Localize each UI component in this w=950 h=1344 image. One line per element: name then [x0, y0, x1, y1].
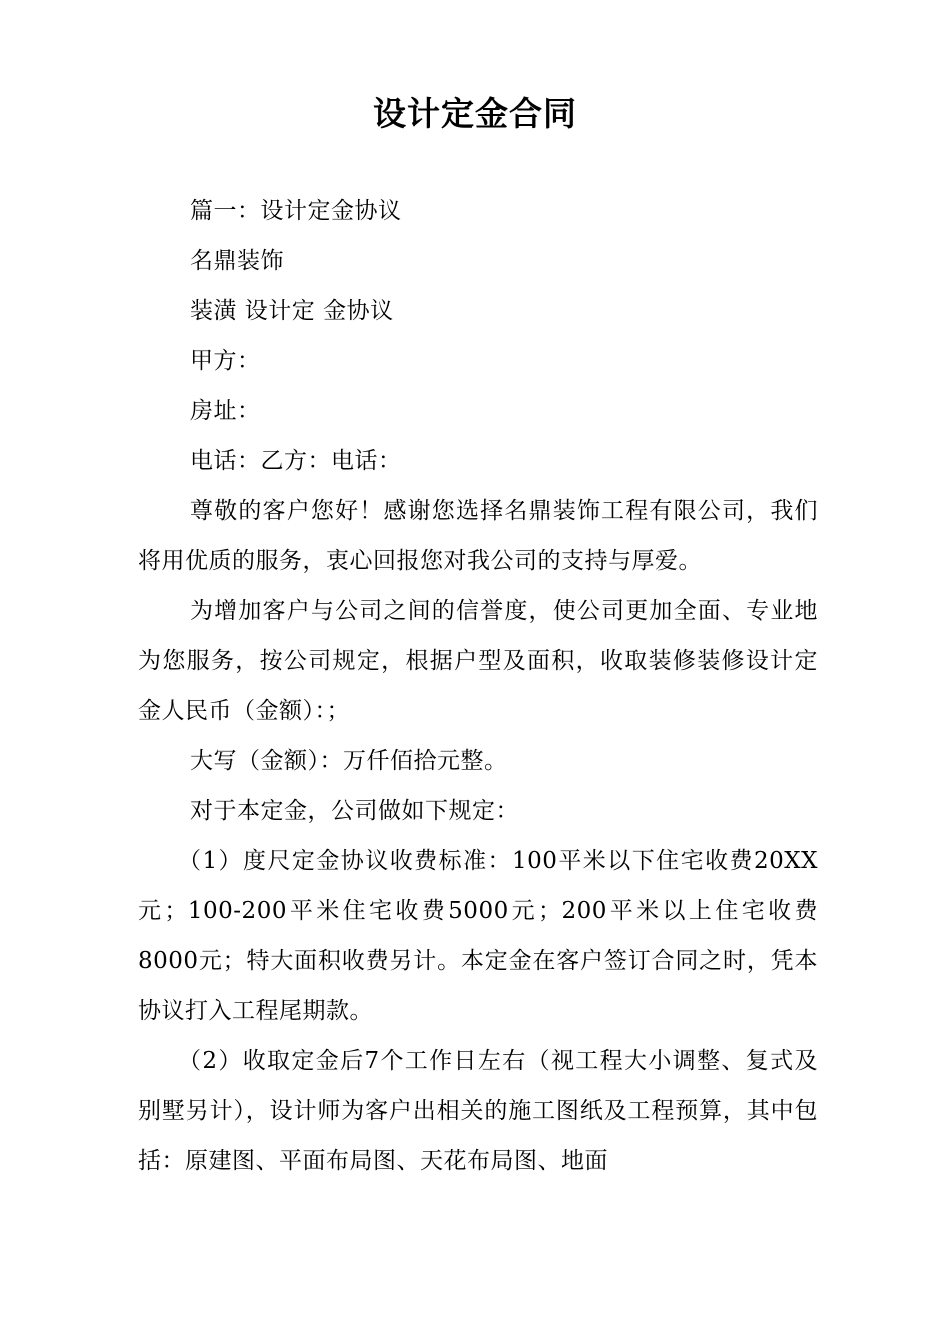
paragraph-section-heading: 篇一：设计定金协议	[190, 198, 402, 224]
paragraph-deposit-purpose: 为增加客户与公司之间的信誉度，使公司更加全面、专业地为您服务，按公司规定，根据户型及面积，收取装修装修设计定金人民币（金额）：；	[138, 598, 818, 724]
paragraph-agreement-name: 装潢 设计定 金协议	[190, 298, 394, 324]
paragraph-address: 房址：	[190, 398, 261, 424]
document-title: 设计定金合同	[373, 94, 577, 133]
paragraph-company-name: 名鼎装饰	[190, 248, 284, 274]
document-body	[138, 186, 818, 1186]
paragraph-amount-uppercase: 大写（金额）：万仟佰拾元整。	[190, 748, 508, 774]
paragraph-rules-intro: 对于本定金，公司做如下规定：	[190, 798, 519, 824]
paragraph-rule-1: （1）度尺定金协议收费标准：100平米以下住宅收费20XX元；100-200平米住宅收费5000元；200平米以上住宅收费8000元；特大面积收费另计。本定金在客户签订合同之时，凭本协议打入工程尾期款。	[138, 848, 818, 1024]
paragraph-rule-2: （2）收取定金后7个工作日左右（视工程大小调整、复式及别墅另计），设计师为客户出相关的施工图纸及工程预算，其中包括：原建图、平面布局图、天花布局图、地面	[138, 1048, 818, 1174]
paragraph-greeting: 尊敬的客户您好！感谢您选择名鼎装饰工程有限公司，我们将用优质的服务，衷心回报您对我公司的支持与厚爱。	[138, 498, 818, 574]
paragraph-phone-party-b: 电话：乙方：电话：	[190, 448, 402, 474]
paragraph-party-a: 甲方：	[190, 348, 261, 374]
